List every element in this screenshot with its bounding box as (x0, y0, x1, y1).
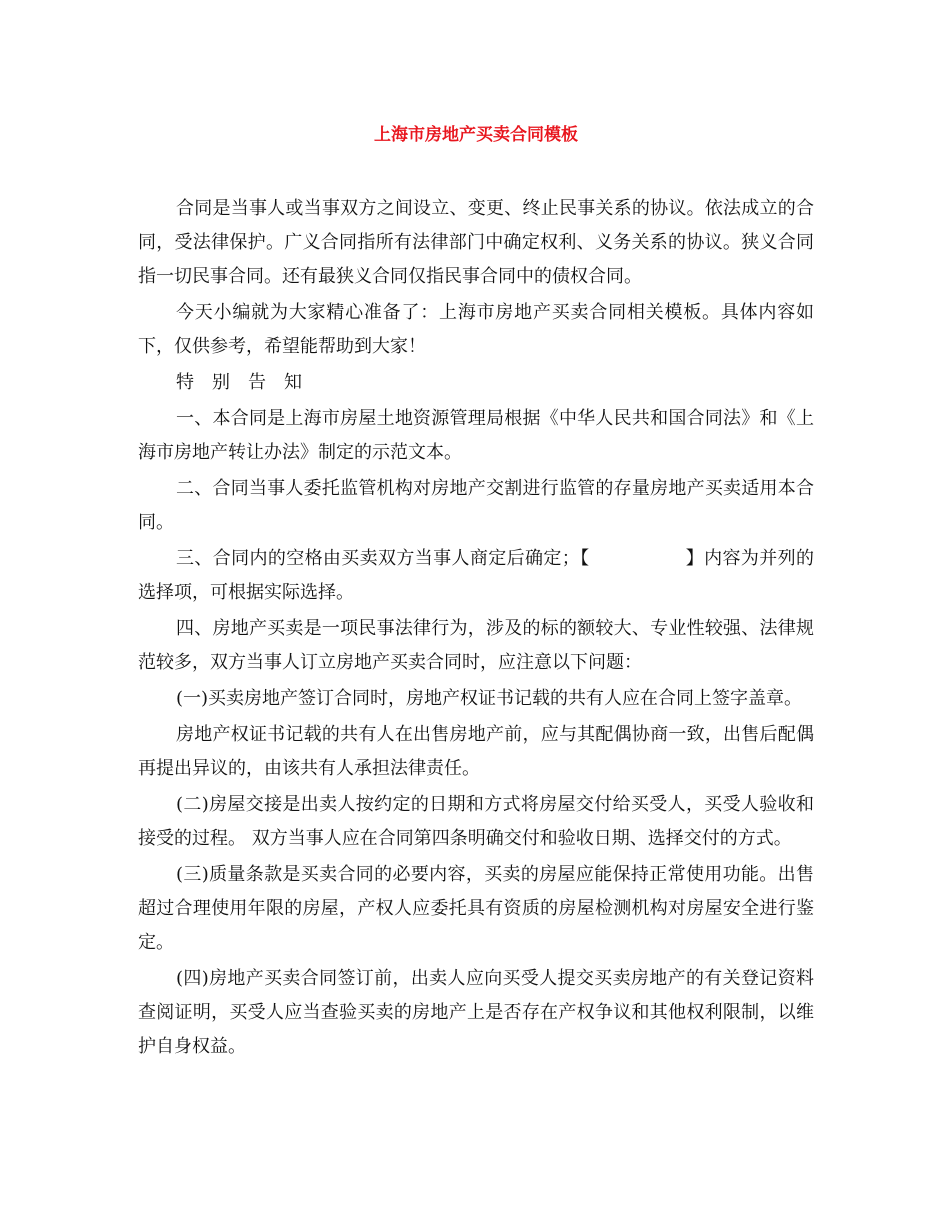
document-page (138, 120, 814, 1066)
notice-3-part-a: 三、合同内的空格由买卖双方当事人商定后确定；【 (176, 548, 590, 569)
document-title: 上海市房地产买卖合同模板 (374, 125, 578, 145)
paragraph-item-2: (二)房屋交接是出卖人按约定的日期和方式将房屋交付给买受人，买受人验收和接受的过程。 双方当事人应在合同第四条明确交付和验收日期、选择交付的方式。 (138, 794, 814, 849)
paragraph-notice-1: 一、本合同是上海市房屋土地资源管理局根据《中华人民共和国合同法》和《上海市房地产转让办法》制定的示范文本。 (138, 408, 814, 463)
paragraph-notice-3 (138, 542, 814, 610)
special-notice-heading: 特别告知 (176, 372, 320, 393)
paragraph-co-owner: 房地产权证书记载的共有人在出售房地产前，应与其配偶协商一致，出售后配偶再提出异议的，由该共有人承担法律责任。 (138, 724, 814, 779)
paragraph-item-3: (三)质量条款是买卖合同的必要内容，买卖的房屋应能保持正常使用功能。出售超过合理使用年限的房屋，产权人应委托具有资质的房屋检测机构对房屋安全进行鉴定。 (138, 864, 814, 953)
paragraph-item-1: (一)买卖房地产签订合同时，房地产权证书记载的共有人应在合同上签字盖章。 (176, 688, 803, 709)
paragraph-notice-2: 二、合同当事人委托监管机构对房地产交割进行监管的存量房地产买卖适用本合同。 (138, 478, 814, 533)
notice-3-part-b: 】内容为并列的选择项，可根据实际选择。 (138, 548, 815, 603)
paragraph-contract-definition: 合同是当事人或当事双方之间设立、变更、终止民事关系的协议。依法成立的合同，受法律保护。广义合同指所有法律部门中确定权利、义务关系的协议。狭义合同指一切民事合同。还有最狭义合同仅指民事合同中的债权合同。 (138, 198, 814, 287)
paragraph-notice-4: 四、房地产买卖是一项民事法律行为，涉及的标的额较大、专业性较强、法律规范较多，双方当事人订立房地产买卖合同时，应注意以下问题： (138, 618, 814, 673)
paragraph-intro: 今天小编就为大家精心准备了：上海市房地产买卖合同相关模板。具体内容如下，仅供参考，希望能帮助到大家！ (138, 302, 814, 357)
paragraph-item-4: (四)房地产买卖合同签订前，出卖人应向买受人提交买卖房地产的有关登记资料查阅证明，买受人应当查验买卖的房地产上是否存在产权争议和其他权利限制，以维护自身权益。 (138, 968, 814, 1057)
